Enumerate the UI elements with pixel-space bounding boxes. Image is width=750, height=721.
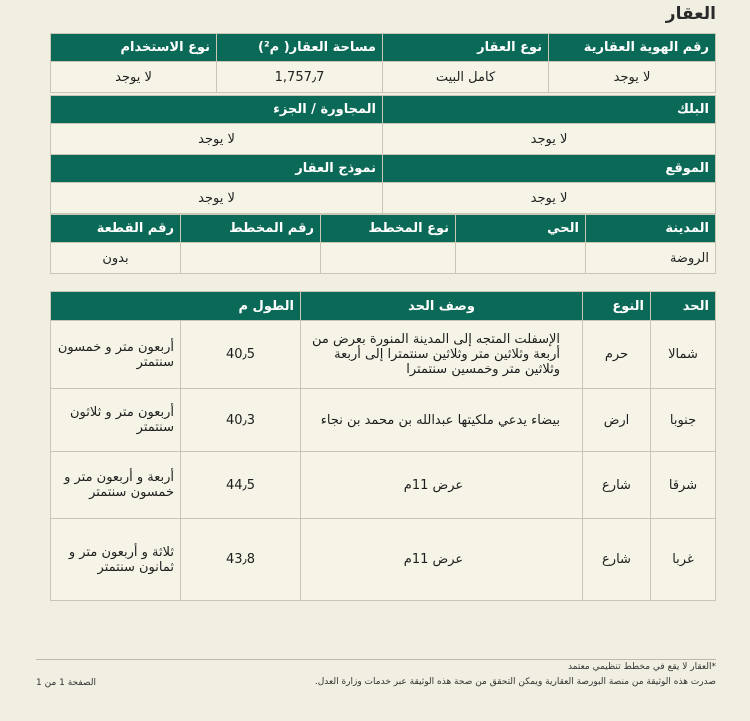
value-plan-number	[181, 243, 321, 274]
boundary-length-text: ثلاثة و أربعون متر و ثمانون سنتمتر	[51, 519, 181, 601]
footnote-planning: *العقار لا يقع في مخطط تنظيمي معتمد	[567, 662, 716, 672]
boundary-length: 44٫5	[181, 452, 301, 519]
section-title: العقار	[665, 4, 716, 24]
header-boundary-description: وصف الحد	[301, 292, 583, 321]
boundary-description: عرض 11م	[301, 452, 583, 519]
boundary-type: شارع	[583, 519, 651, 601]
value-property-type: كامل البيت	[383, 62, 549, 93]
header-property-model: نموذج العقار	[51, 155, 383, 183]
block-table	[50, 95, 716, 155]
value-plot-number: بدون	[51, 243, 181, 274]
value-block: لا يوجد	[383, 124, 716, 155]
boundary-description: الإسفلت المتجه إلى المدينة المنورة بعرض من أربعة وثلاثين متر وثلاثين سنتمترا إلى أربعة وثلاثين متر وخمسين سنتمترا	[301, 321, 583, 389]
boundary-length-text: أربعة و أربعون متر و خمسون سنتمتر	[51, 452, 181, 519]
boundary-length-text: أربعون متر و خمسون سنتمتر	[51, 321, 181, 389]
boundaries-table	[50, 291, 716, 601]
table-row	[51, 321, 716, 389]
table-row	[51, 452, 716, 519]
value-property-area: 1,757٫7	[217, 62, 383, 93]
boundary-length-text: أربعون متر و ثلاثون سنتمتر	[51, 389, 181, 452]
value-location: لا يوجد	[383, 183, 716, 214]
header-property-area: مساحة العقار( م²)	[217, 34, 383, 62]
property-main-table	[50, 33, 716, 93]
value-plan-type	[321, 243, 456, 274]
boundary-length: 40٫5	[181, 321, 301, 389]
table-row	[51, 519, 716, 601]
boundary-direction: جنوبا	[651, 389, 716, 452]
header-plan-type: نوع المخطط	[321, 215, 456, 243]
value-city: الروضة	[586, 243, 716, 274]
boundary-type: ارض	[583, 389, 651, 452]
value-neighborhood-part: لا يوجد	[51, 124, 383, 155]
value-property-model: لا يوجد	[51, 183, 383, 214]
header-boundary: الحد	[651, 292, 716, 321]
boundary-direction: غربا	[651, 519, 716, 601]
header-property-type: نوع العقار	[383, 34, 549, 62]
header-plot-number: رقم القطعة	[51, 215, 181, 243]
boundary-type: حرم	[583, 321, 651, 389]
header-property-id: رقم الهوية العقارية	[549, 34, 716, 62]
header-block: البلك	[383, 96, 716, 124]
header-neighborhood-part: المجاورة / الجزء	[51, 96, 383, 124]
boundary-direction: شمالا	[651, 321, 716, 389]
boundary-description: بيضاء يدعي ملكيتها عبدالله بن محمد بن نجاء	[301, 389, 583, 452]
page-number: الصفحة 1 من 1	[36, 678, 96, 688]
footnote-verification: صدرت هذه الوثيقة من منصة البورصة العقارية ويمكن التحقق من صحة هذه الوثيقة عبر خدمات وزارة العدل.	[314, 677, 716, 687]
value-usage-type: لا يوجد	[51, 62, 217, 93]
header-boundary-type: النوع	[583, 292, 651, 321]
boundary-type: شارع	[583, 452, 651, 519]
boundary-description: عرض 11م	[301, 519, 583, 601]
city-table	[50, 214, 716, 274]
boundary-length: 40٫3	[181, 389, 301, 452]
header-usage-type: نوع الاستخدام	[51, 34, 217, 62]
header-district: الحي	[456, 215, 586, 243]
header-length: الطول م	[51, 292, 301, 321]
location-table	[50, 154, 716, 214]
footer-divider	[36, 659, 716, 660]
value-property-id: لا يوجد	[549, 62, 716, 93]
boundary-direction: شرقا	[651, 452, 716, 519]
table-row	[51, 389, 716, 452]
header-city: المدينة	[586, 215, 716, 243]
value-district	[456, 243, 586, 274]
header-plan-number: رقم المخطط	[181, 215, 321, 243]
boundary-length: 43٫8	[181, 519, 301, 601]
header-location: الموقع	[383, 155, 716, 183]
